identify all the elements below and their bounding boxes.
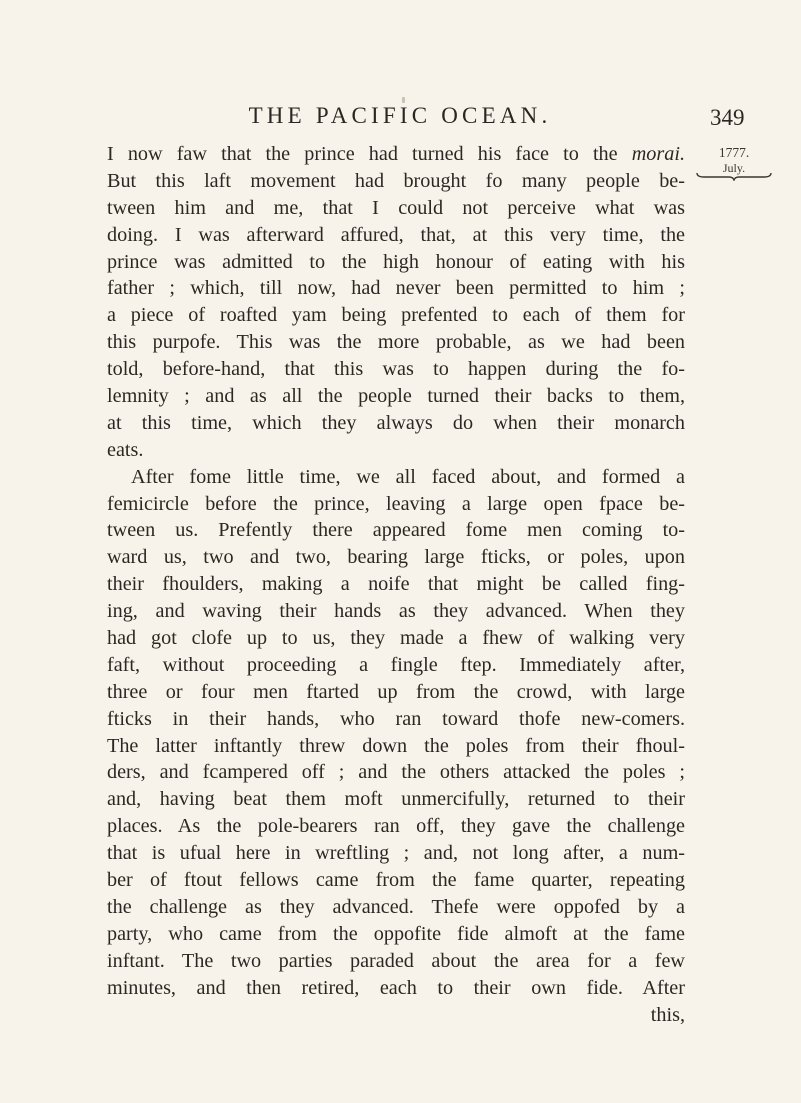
text-line: a piece of roafted yam being prefented to each of them for (107, 304, 685, 327)
text-line: and, having beat them moft unmercifully, returned to their (107, 788, 685, 811)
text-line: faft, without proceeding a fingle ftep. Immediately after, (107, 653, 685, 676)
text-line: ber of ftout fellows came from the fame quarter, repeating (107, 869, 685, 892)
text-line: at this time, which they always do when their monarch (107, 411, 685, 434)
text-line: The latter inftantly threw down the poles from their fhoul- (107, 734, 685, 757)
text-line: After fome little time, we all faced about, and formed a (131, 465, 685, 488)
italic-word: morai. (631, 143, 685, 165)
text-line: three or four men ftarted up from the crowd, with large (107, 680, 685, 703)
text-line: ders, and fcampered off ; and the others attacked the poles ; (107, 761, 685, 784)
text-line: told, before-hand, that this was to happen during the fo- (107, 358, 685, 381)
text-line: lemnity ; and as all the people turned their backs to them, (107, 385, 685, 408)
text-line: this purpofe. This was the more probable, as we had been (107, 331, 685, 354)
text-line: party, who came from the oppofite fide almoft at the fame (107, 922, 685, 945)
text-line: prince was admitted to the high honour of eating with his (107, 250, 685, 273)
margin-year: 1777. (718, 145, 750, 160)
text-line: tween him and me, that I could not perceive what was (107, 196, 685, 219)
text-line: ward us, two and two, bearing large fticks, or poles, upon (107, 546, 685, 569)
text-line: places. As the pole-bearers ran off, they gave the challenge (107, 815, 685, 838)
margin-date-note (694, 145, 774, 181)
margin-month: July. (722, 161, 746, 175)
text-line: had got clofe up to us, they made a fhew of walking very (107, 627, 685, 650)
text-line: fticks in their hands, who ran toward thofe new-comers. (107, 707, 685, 730)
text-line: tween us. Prefently there appeared fome men coming to- (107, 519, 685, 542)
text-line: But this laft movement had brought fo many people be- (107, 169, 685, 192)
text-line: minutes, and then retired, each to their own fide. After (107, 976, 685, 999)
text-line: I now faw that the prince had turned his face to the morai. (107, 143, 685, 165)
text-line: the challenge as they advanced. Thefe were oppofed by a (107, 895, 685, 918)
text-line: doing. I was afterward affured, that, at this very time, the (107, 223, 685, 246)
text-line: inftant. The two parties paraded about the area for a few (107, 949, 685, 972)
page-number: 349 (710, 105, 745, 130)
text-line: femicircle before the prince, leaving a large open fpace be- (107, 492, 685, 515)
running-title: THE PACIFIC OCEAN. (248, 103, 552, 128)
catchword: this, (650, 1003, 685, 1026)
text-line: ing, and waving their hands as they advanced. When they (107, 600, 685, 623)
text-line: father ; which, till now, had never been permitted to him ; (107, 277, 685, 300)
body-text (107, 141, 685, 1028)
text-line: their fhoulders, making a noife that might be called fing- (107, 573, 685, 596)
text-line: eats. (107, 438, 144, 461)
text-line: that is ufual here in wreftling ; and, not long after, a num- (107, 842, 685, 865)
